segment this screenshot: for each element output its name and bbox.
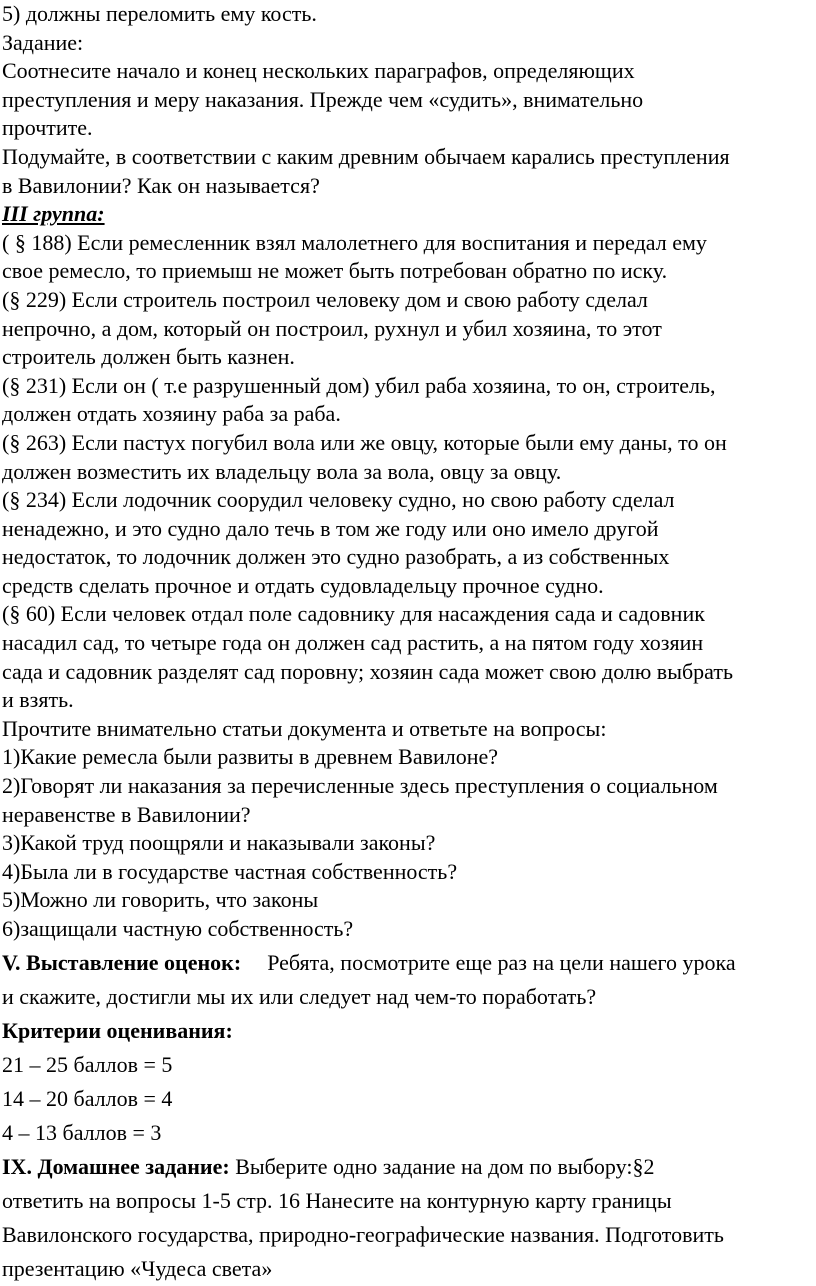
- questions-intro: Прочтите внимательно статьи документа и ответьте на вопросы:: [2, 715, 607, 741]
- question-line: неравенстве в Вавилонии?: [2, 801, 251, 827]
- criteria-item: 21 – 25 баллов = 5: [2, 1051, 173, 1077]
- grading-text-line: и скажите, достигли мы их или следует над чем-то поработать?: [2, 983, 597, 1009]
- grading-text: Ребята, посмотрите еще раз на цели нашего урока: [267, 949, 736, 975]
- group-title: III группа:: [2, 201, 105, 227]
- grading-heading: V. Выставление оценок:: [2, 949, 242, 975]
- homework-text-line: ответить на вопросы 1-5 стр. 16 Нанесите на контурную карту границы: [2, 1187, 672, 1213]
- homework-line: [2, 1150, 810, 1184]
- question-line: 3)Какой труд поощряли и наказывали законы?: [2, 830, 436, 856]
- question-line: 2)Говорят ли наказания за перечисленные здесь преступления о социальном: [2, 773, 718, 799]
- question-line: 4)Была ли в государстве частная собственность?: [2, 858, 458, 884]
- paragraph-line: сада и садовник разделят сад поровну; хозяин сада может свою долю выбрать: [2, 658, 734, 684]
- paragraph-line: (§ 231) Если он ( т.е разрушенный дом) убил раба хозяина, то он, строитель,: [2, 372, 716, 398]
- criteria-item: 4 – 13 баллов = 3: [2, 1119, 162, 1145]
- text-line: преступления и меру наказания. Прежде чем «судить», внимательно: [2, 86, 644, 112]
- question-line: 6)защищали частную собственность?: [2, 916, 354, 941]
- text-line: прочтите.: [2, 115, 93, 141]
- paragraph-line: строитель должен быть казнен.: [2, 344, 295, 370]
- task-block: [2, 0, 810, 944]
- paragraph-line: непрочно, а дом, который он построил, рухнул и убил хозяина, то этот: [2, 315, 662, 341]
- text-line: 5) должны переломить ему кость.: [2, 1, 317, 26]
- paragraph-line: (§ 263) Если пастух погубил вола или же овцу, которые были ему даны, то он: [2, 429, 727, 455]
- paragraph-line: ( § 188) Если ремесленник взял малолетнего для воспитания и передал ему: [2, 229, 707, 255]
- homework-heading: IX. Домашнее задание:: [2, 1153, 230, 1179]
- paragraph-line: должен отдать хозяину раба за раба.: [2, 401, 341, 427]
- paragraph-line: (§ 229) Если строитель построил человеку дом и свою работу сделал: [2, 286, 648, 312]
- paragraph-line: должен возместить их владельцу вола за вола, овцу за овцу.: [2, 458, 562, 484]
- grading-line: [2, 946, 810, 980]
- paragraph-line: (§ 234) Если лодочник соорудил человеку судно, но свою работу сделал: [2, 487, 675, 513]
- question-line: 5)Можно ли говорить, что законы: [2, 887, 319, 913]
- paragraph-line: недостаток, то лодочник должен это судно разобрать, а из собственных: [2, 544, 670, 570]
- homework-text: Выберите одно задание на дом по выбору:§2: [229, 1153, 655, 1179]
- text-line: в Вавилонии? Как он называется?: [2, 172, 320, 198]
- homework-text-line: презентацию «Чудеса света»: [2, 1255, 273, 1281]
- homework-text-line: Вавилонского государства, природно-географические названия. Подготовить: [2, 1221, 724, 1247]
- criteria-item: 14 – 20 баллов = 4: [2, 1085, 173, 1111]
- paragraph-line: свое ремесло, то приемыш не может быть потребован обратно по иску.: [2, 258, 668, 284]
- paragraph-line: средств сделать прочное и отдать судовладельцу прочное судно.: [2, 572, 604, 598]
- paragraph-line: ненадежно, и это судно дало течь в том же году или оно имело другой: [2, 515, 659, 541]
- question-line: 1)Какие ремесла были развиты в древнем Вавилоне?: [2, 744, 499, 770]
- paragraph-line: (§ 60) Если человек отдал поле садовнику для насаждения сада и садовник: [2, 601, 705, 627]
- text-line: Подумайте, в соответствии с каким древним обычаем карались преступления: [2, 143, 730, 169]
- paragraph-line: и взять.: [2, 687, 74, 713]
- task-label: Задание:: [2, 29, 84, 55]
- lesson-end-block: [2, 946, 810, 1286]
- paragraph-line: насадил сад, то четыре года он должен сад растить, а на пятом году хозяин: [2, 630, 704, 656]
- text-line: Соотнесите начало и конец нескольких параграфов, определяющих: [2, 58, 635, 84]
- criteria-heading: Критерии оценивания:: [2, 1017, 233, 1043]
